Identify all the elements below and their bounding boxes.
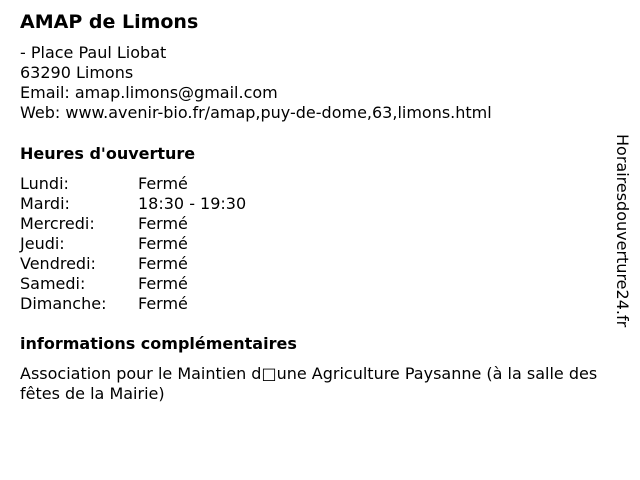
day-hours: Fermé xyxy=(138,214,188,233)
day-label: Dimanche: xyxy=(20,294,107,313)
day-label: Vendredi: xyxy=(20,254,96,273)
site-watermark: Horairesdouverture24.fr xyxy=(613,134,632,328)
day-hours: Fermé xyxy=(138,174,188,193)
hours-row-tuesday xyxy=(20,194,246,214)
day-hours: Fermé xyxy=(138,234,188,253)
hours-row-saturday xyxy=(20,274,246,294)
hours-row-thursday xyxy=(20,234,246,254)
address-block xyxy=(20,43,492,123)
street-line: - Place Paul Liobat xyxy=(20,43,167,62)
hours-table xyxy=(20,174,246,314)
day-hours: Fermé xyxy=(138,274,188,293)
day-label: Mardi: xyxy=(20,194,70,213)
day-label: Mercredi: xyxy=(20,214,95,233)
email-line: Email: amap.limons@gmail.com xyxy=(20,83,278,102)
info-text: Association pour le Maintien d□une Agriculture Paysanne (à la salle des fêtes de la Mairie) xyxy=(20,364,598,403)
day-label: Jeudi: xyxy=(20,234,65,253)
web-line: Web: www.avenir-bio.fr/amap,puy-de-dome,63,limons.html xyxy=(20,103,492,122)
city-line: 63290 Limons xyxy=(20,63,134,82)
day-hours: Fermé xyxy=(138,294,188,313)
day-label: Lundi: xyxy=(20,174,69,193)
day-hours: Fermé xyxy=(138,254,188,273)
hours-row-friday xyxy=(20,254,246,274)
day-hours: 18:30 - 19:30 xyxy=(138,194,247,213)
hours-row-wednesday xyxy=(20,214,246,234)
hours-row-monday xyxy=(20,174,246,194)
hours-row-sunday xyxy=(20,294,246,314)
hours-heading: Heures d'ouverture xyxy=(20,144,196,163)
day-label: Samedi: xyxy=(20,274,86,293)
place-title: AMAP de Limons xyxy=(20,11,199,33)
info-heading: informations complémentaires xyxy=(20,334,297,353)
